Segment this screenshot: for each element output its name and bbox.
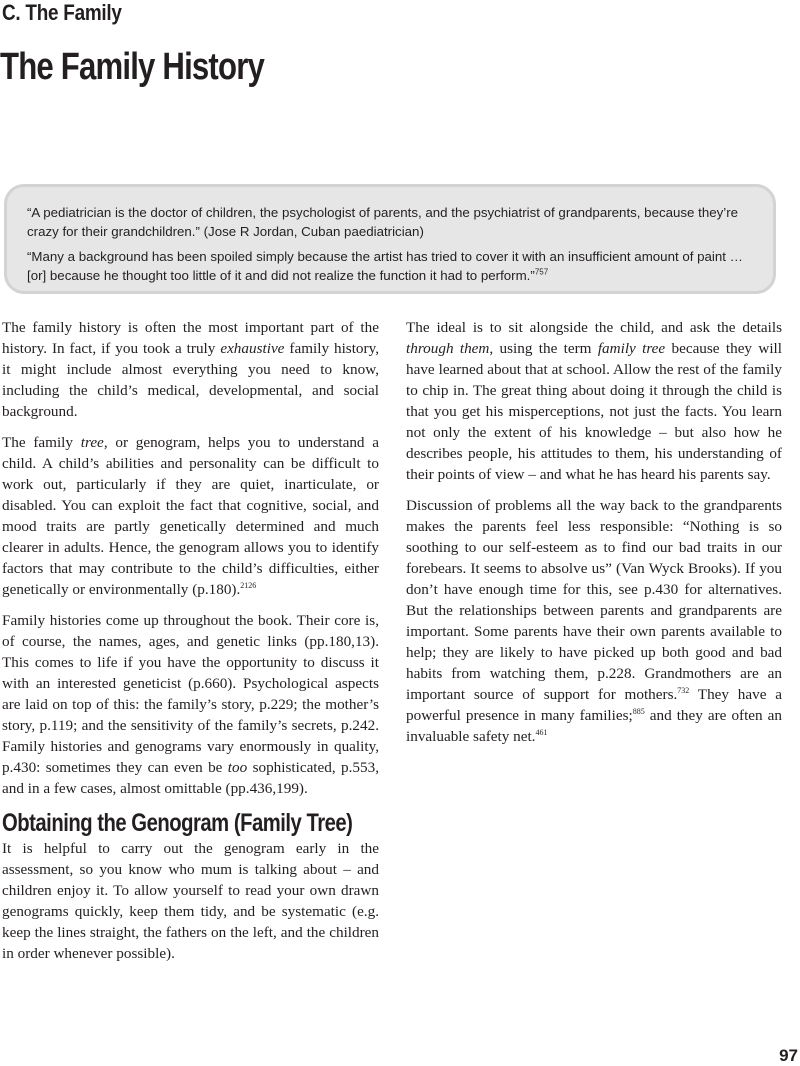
- epigraph-quote-1: “A pediatrician is the doctor of children, the psychologist of parents, and the psychiatrist of grandparents, because they’re crazy for their grandchildren.” (Jose R Jordan, Cuban paediatrician): [27, 205, 739, 239]
- paragraph: The ideal is to sit alongside the child, and ask the details through them, using the term family tree because they will have learned about that at school. Allow the rest of the family to chip in. The great thing about doing it through the child is that you get his misperceptions, not just the facts. You learn not only the extent of his knowledge – but also how he describes people, his attitudes to them, his understanding of their points of view – and what he has heard his parents say.: [406, 319, 782, 483]
- footnote-ref: 461: [535, 727, 548, 737]
- page-number: 97: [779, 1046, 798, 1065]
- paragraph: Discussion of problems all the way back to the grandparents makes the parents feel less responsible: “Nothing is so soothing to our self-esteem as to find our bad traits in our forebears. It seems to absolve us” (Van Wyck Brooks). If you don’t have enough time for this, see p.430 for alternatives. But the relationships between parents and grandparents are important. Some parents have their own parents available to help; they are likely to have picked up both good and bad habits from watching them, p.228. Grandmothers are an important source of support for mothers.$^{732}$ They have a powerful presence in many families;$^{885}$ and they are often an invaluable safety net.$^{461}$: [406, 497, 783, 745]
- section-subheading: Obtaining the Genogram (Family Tree): [2, 809, 353, 837]
- left-column: [2, 317, 379, 974]
- footnote-ref: 732: [677, 685, 690, 695]
- epigraph-quote-2: “Many a background has been spoiled simply because the artist has tried to cover it with an insufficient amount of paint … [or] because he thought too little of it and did not realize the function it had to perform.”$^{757}$: [27, 249, 743, 283]
- paragraph: The family history is often the most important part of the history. In fact, if you took a truly exhaustive family history, it might include almost everything you need to know, including the child’s medical, developmental, and social background.: [2, 319, 379, 420]
- page-title: The Family History: [0, 46, 265, 88]
- paragraph: The family tree, or genogram, helps you to understand a child. A child’s abilities and personality can be difficult to work out, particularly if they are quiet, inarticulate, or disabled. You can exploit the fact that cognitive, social, and mood traits are partly genetically determined and much clearer in adults. Hence, the genogram allows you to identify factors that may contribute to the child’s difficulties, either genetically or environmentally (p.180).$^{2126}$: [2, 434, 379, 598]
- footnote-ref: 2126: [240, 580, 257, 590]
- epigraph-box: [4, 184, 776, 294]
- footnote-ref: 757: [534, 267, 549, 277]
- paragraph: Family histories come up throughout the book. Their core is, of course, the names, ages, and genetic links (pp.180,13). This comes to life if you have the opportunity to discuss it with an interested geneticist (p.660). Psychological aspects are laid on top of this: the family’s story, p.229; the mother’s story, p.119; and the sensitivity of the family’s secrets, p.242. Family histories and genograms vary enormously in quality, p.430: sometimes they can even be too sophisticated, p.553, and in a few cases, almost omittable (pp.436,199).: [2, 612, 379, 797]
- footnote-ref: 885: [632, 706, 645, 716]
- right-column: [406, 317, 782, 757]
- section-label: C. The Family: [2, 0, 122, 25]
- paragraph: It is helpful to carry out the genogram early in the assessment, so you know who mum is talking about – and children enjoy it. To allow yourself to read your own drawn genograms quickly, keep them tidy, and be systematic (e.g. keep the lines straight, the fathers on the left, and the children in order whenever possible).: [2, 840, 379, 962]
